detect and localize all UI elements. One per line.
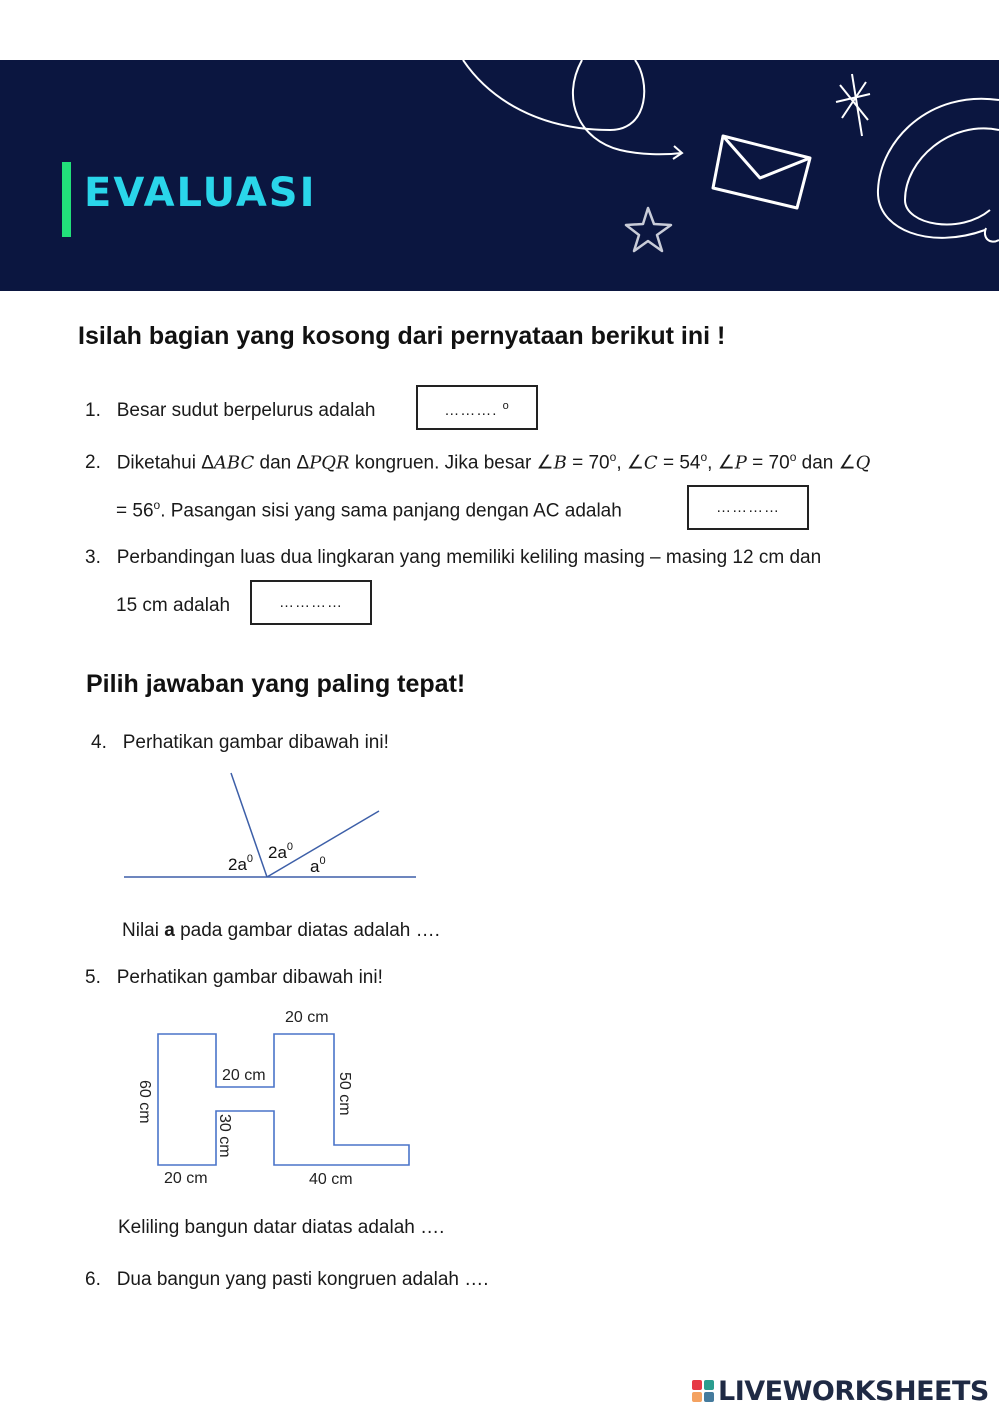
page-title: EVALUASI xyxy=(84,170,317,216)
header-banner xyxy=(0,60,999,291)
q2-math: Q xyxy=(855,452,871,474)
degree-mark: o xyxy=(153,498,161,512)
q2-math: P xyxy=(734,452,747,474)
answer-box-3[interactable]: ………… xyxy=(250,580,372,625)
dimension-label: 50 cm xyxy=(336,1072,353,1116)
q2-text: = 70 xyxy=(746,452,790,474)
q2-text: = 54 xyxy=(657,452,701,474)
degree-mark: o xyxy=(700,450,708,464)
section1-heading: Isilah bagian yang kosong dari pernyataan berikut ini ! xyxy=(78,322,726,350)
question-number: 1. xyxy=(85,400,101,421)
q2-text: Diketahui Δ xyxy=(116,452,214,474)
question-3 xyxy=(85,547,821,569)
question-5 xyxy=(85,967,383,989)
question-text: Perhatikan gambar dibawah ini! xyxy=(122,732,389,753)
question-4 xyxy=(91,732,389,754)
question-number: 6. xyxy=(85,1269,101,1290)
star-icon xyxy=(626,208,671,251)
liveworksheets-logo xyxy=(692,1374,989,1408)
q2-math: C xyxy=(643,452,658,474)
angle-label-right: $a^0$ xyxy=(310,855,326,876)
question-2 xyxy=(85,450,870,474)
envelope-icon xyxy=(713,136,810,208)
question-2-line2 xyxy=(116,498,622,522)
dimension-label: 20 cm xyxy=(285,1009,329,1026)
q2-text: , ∠ xyxy=(616,452,644,474)
question-number: 5. xyxy=(85,967,101,988)
question-4-ask xyxy=(122,920,440,942)
question-text: Perhatikan gambar dibawah ini! xyxy=(116,967,383,988)
question-number: 4. xyxy=(91,732,107,753)
q2-text: . Pasangan sisi yang sama panjang dengan AC adalah xyxy=(160,500,622,522)
question-text: Dua bangun yang pasti kongruen adalah …. xyxy=(116,1269,489,1290)
degree-mark: o xyxy=(789,450,797,464)
question-number: 2. xyxy=(85,452,101,474)
angle-figure xyxy=(115,765,425,890)
angle-label-left: $2a^0$ xyxy=(228,853,254,874)
shape-outline xyxy=(158,1034,409,1165)
q4-variable: a xyxy=(164,920,175,941)
question-text: Besar sudut berpelurus adalah xyxy=(116,400,376,421)
q4-text: pada gambar diatas adalah …. xyxy=(174,920,440,941)
degree-mark: o xyxy=(609,450,617,464)
q2-text: kongruen. Jika besar ∠ xyxy=(349,452,554,474)
sparkle-icon xyxy=(836,74,870,136)
question-5-ask: Keliling bangun datar diatas adalah …. xyxy=(118,1217,445,1238)
question-text: Perbandingan luas dua lingkaran yang memiliki keliling masing – masing 12 cm dan xyxy=(116,547,822,568)
dimension-label: 30 cm xyxy=(216,1114,233,1158)
answer-box-2[interactable]: ………… xyxy=(687,485,809,530)
answer-box-1[interactable] xyxy=(416,385,538,430)
q2-text: dan Δ xyxy=(254,452,310,474)
q4-text: Nilai xyxy=(122,920,165,941)
q2-text: = 70 xyxy=(566,452,610,474)
q2-text: , ∠ xyxy=(707,452,735,474)
angle-label-middle: $2a^0$ xyxy=(268,841,294,862)
q2-math: PQR xyxy=(309,452,350,474)
question-6 xyxy=(85,1269,489,1291)
question-number: 3. xyxy=(85,547,101,568)
q2-math: ABC xyxy=(213,452,255,474)
section2-heading: Pilih jawaban yang paling tepat! xyxy=(86,670,466,698)
dimension-label: 60 cm xyxy=(136,1080,153,1124)
dimension-label: 20 cm xyxy=(164,1170,208,1187)
title-accent-bar xyxy=(62,162,71,237)
question-3-line2: 15 cm adalah xyxy=(116,595,231,616)
q2-text: dan ∠ xyxy=(796,452,856,474)
q2-math: B xyxy=(553,452,567,474)
q2-text: = 56 xyxy=(116,500,154,522)
shape-figure xyxy=(128,1000,423,1195)
answer-blank: ………. xyxy=(444,402,498,419)
dimension-label: 40 cm xyxy=(309,1171,353,1188)
dimension-label: 20 cm xyxy=(222,1067,266,1084)
degree-mark: o xyxy=(502,400,510,412)
question-1 xyxy=(85,400,376,422)
logo-mark-icon xyxy=(692,1380,714,1402)
logo-text: LIVEWORKSHEETS xyxy=(718,1375,989,1407)
